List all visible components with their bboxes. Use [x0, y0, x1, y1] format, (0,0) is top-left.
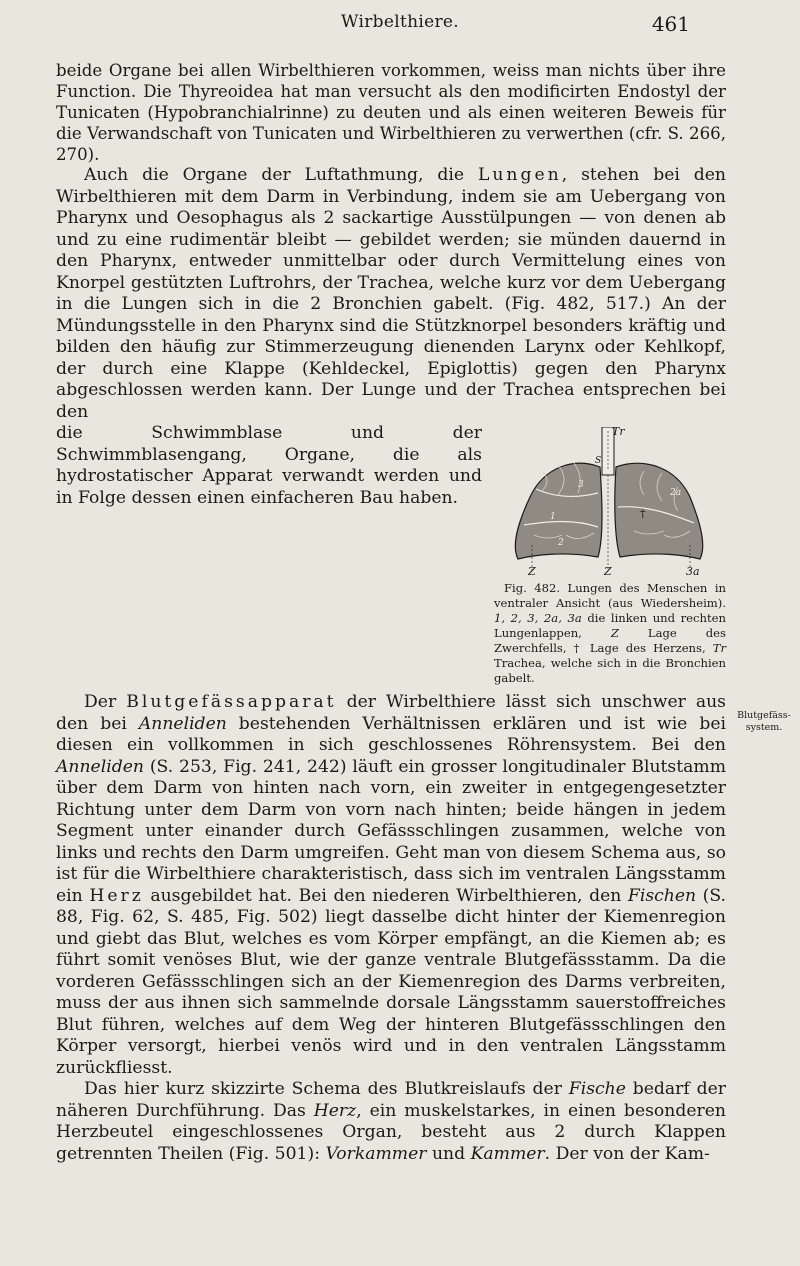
term-anneliden: Anneliden: [138, 713, 227, 734]
page-number: 461: [651, 12, 690, 36]
caption-text: Lage des Zwerchfells, † Lage des Herzens,: [494, 626, 726, 655]
margin-note: Blutgefäss-system.: [737, 710, 791, 733]
text-run: der Wirbelthiere lässt sich unschwer aus den bei: [56, 692, 726, 734]
text-run: (S. 88, Fig. 62, S. 485, Fig. 502) liegt dasselbe dicht hinter der Kiemenregion und giebt das Blut, welches es vom Körper empfängt, an die Kiemen ab; es führt somit venöses Blut, wie der ganze ventrale Blutgefässstamm. Da die vorderen Gefässschlingen sich an der Kiemenregion des Darms verbreiten, muss der aus ihnen sich sammelnde dorsale Längsstamm sauerstoffreiches Blut führen, welches auf dem Weg der hinteren Blutgefässschlingen den Körper versorgt, hierbei venös wird und in den ventralen Längsstamm zurückfliesst.: [56, 885, 727, 1078]
paragraph-thyreoidea: [56, 60, 726, 165]
term-fischen: Fischen: [627, 885, 697, 906]
paragraph-lungen: [56, 165, 726, 423]
term-kammer: Kammer: [470, 1143, 545, 1164]
figure-caption: [494, 581, 726, 686]
body-text: [56, 60, 726, 1165]
label-s: S: [595, 456, 602, 466]
text-run: bedarf der näheren Durchführung. Das: [56, 1079, 726, 1121]
caption-tr: Tr: [712, 641, 726, 655]
label-3: 3: [578, 480, 584, 490]
caption-text: Trachea, welche sich in die Bronchien gabelt.: [494, 656, 726, 685]
label-z-left: Z: [528, 565, 536, 577]
text-run: Auch die Organe der Luftathmung, die: [84, 165, 478, 185]
label-2a: 2a: [670, 488, 682, 498]
label-z-center: Z: [604, 565, 612, 577]
term-blutgefaessapparat: Blutgefässapparat: [126, 692, 337, 712]
label-dagger: †: [640, 507, 646, 520]
term-lungen: Lungen: [477, 165, 562, 185]
text-run: , stehen bei den Wirbelthieren mit dem Darm in Verbindung, indem sie am Uebergang von Pharynx und Oesophagus als 2 sackartige Ausstülpungen — von denen ab und zu eine rudimentär bleibt — gebildet werden; sie münden dauernd in den Pharynx, entweder unmittelbar oder durch Vermittelung eines von Knorpel gestützten Luftrohrs, der Trachea, welche kurz vor dem Uebergang in die Lungen sich in die 2 Bronchien gabelt. (Fig. 482, 517.) An der Mündungsstelle in den Pharynx sind die Stützknorpel besonders kräftig und bilden den häufig zur Stimmerzeugung dienenden Larynx oder Kehlkopf, der durch eine Klappe (Kehldeckel, Epiglottis) gegen den Pharynx abgeschlossen werden kann. Der Lunge und der Trachea entsprechen bei den: [56, 165, 726, 422]
text-run: . Der von der Kam-: [544, 1143, 710, 1164]
term-herz: Herz: [313, 1100, 357, 1121]
label-tr: Tr: [612, 427, 625, 438]
paragraph-blutkreislauf: [56, 1079, 726, 1165]
figure-482: [494, 427, 726, 686]
lungs-illustration: [494, 427, 726, 577]
caption-text: Fig. 482. Lungen des Menschen in ventraler Ansicht (aus Wiedersheim).: [494, 581, 726, 610]
text-run: ausgebildet hat. Bei den niederen Wirbelthieren, den: [143, 885, 628, 906]
running-head: Wirbelthiere.: [341, 12, 459, 32]
term-fische: Fische: [568, 1079, 626, 1099]
caption-text: die linken und rechten Lungenlappen,: [494, 611, 726, 640]
page-header: [0, 10, 800, 38]
term-anneliden: Anneliden: [56, 756, 144, 777]
term-herz: Herz: [89, 885, 144, 906]
term-vorkammer: Vorkammer: [325, 1143, 427, 1164]
text-run: Der: [84, 692, 127, 712]
paragraph-1-text: beide Organe bei allen Wirbelthieren vorkommen, weiss man nichts über ihre Function. Die Thyreoidea hat man versucht als den modificirten Endostyl der Tunicaten (Hypobranchialrinne) zu deuten und als einen weiteren Beweis für die Verwandschaft von Tunicaten und Wirbelthieren zu verwerthen (cfr. S. 266, 270).: [56, 61, 726, 164]
text-run: und: [426, 1143, 471, 1164]
caption-z: Z: [610, 626, 619, 640]
label-2: 2: [558, 538, 564, 548]
label-3a: 3a: [686, 565, 700, 577]
text-run: , ein muskelstarkes, in einen besonderen Herzbeutel eingeschlossenes Organ, besteht aus 2 durch Klappen getrennten Theilen (Fig. 501):: [56, 1100, 726, 1164]
text-run: Das hier kurz skizzirte Schema des Blutkreislaufs der: [84, 1079, 569, 1099]
caption-lobe-numbers: 1, 2, 3, 2a, 3a: [494, 611, 582, 625]
text-run: (S. 253, Fig. 241, 242) läuft ein grosser longitudinaler Blutstamm über dem Darm von hinten nach vorn, ein zweiter in entgegengesetzter Richtung unter dem Darm von vorn nach hinten; beide hängen in jedem Segment unter einander durch Gefässschlingen zusammen, welche von links und rechts den Darm umgreifen. Geht man von diesem Schema aus, so ist für die Wirbelthiere charakteristisch, dass sich im ventralen Längsstamm ein: [56, 756, 726, 906]
text-run: die Schwimmblase und der Schwimmblasengang, Organe, die als hydrostatischer Apparat verwandt werden und in Folge dessen einen einfacheren Bau haben.: [56, 423, 482, 508]
paragraph-blutgefaess: [56, 692, 726, 1079]
text-run: bestehenden Verhältnissen erklären und ist wie bei diesen ein vollkommen in sich geschlossenes Röhrensystem. Bei den: [56, 713, 726, 755]
label-1: 1: [550, 512, 556, 522]
